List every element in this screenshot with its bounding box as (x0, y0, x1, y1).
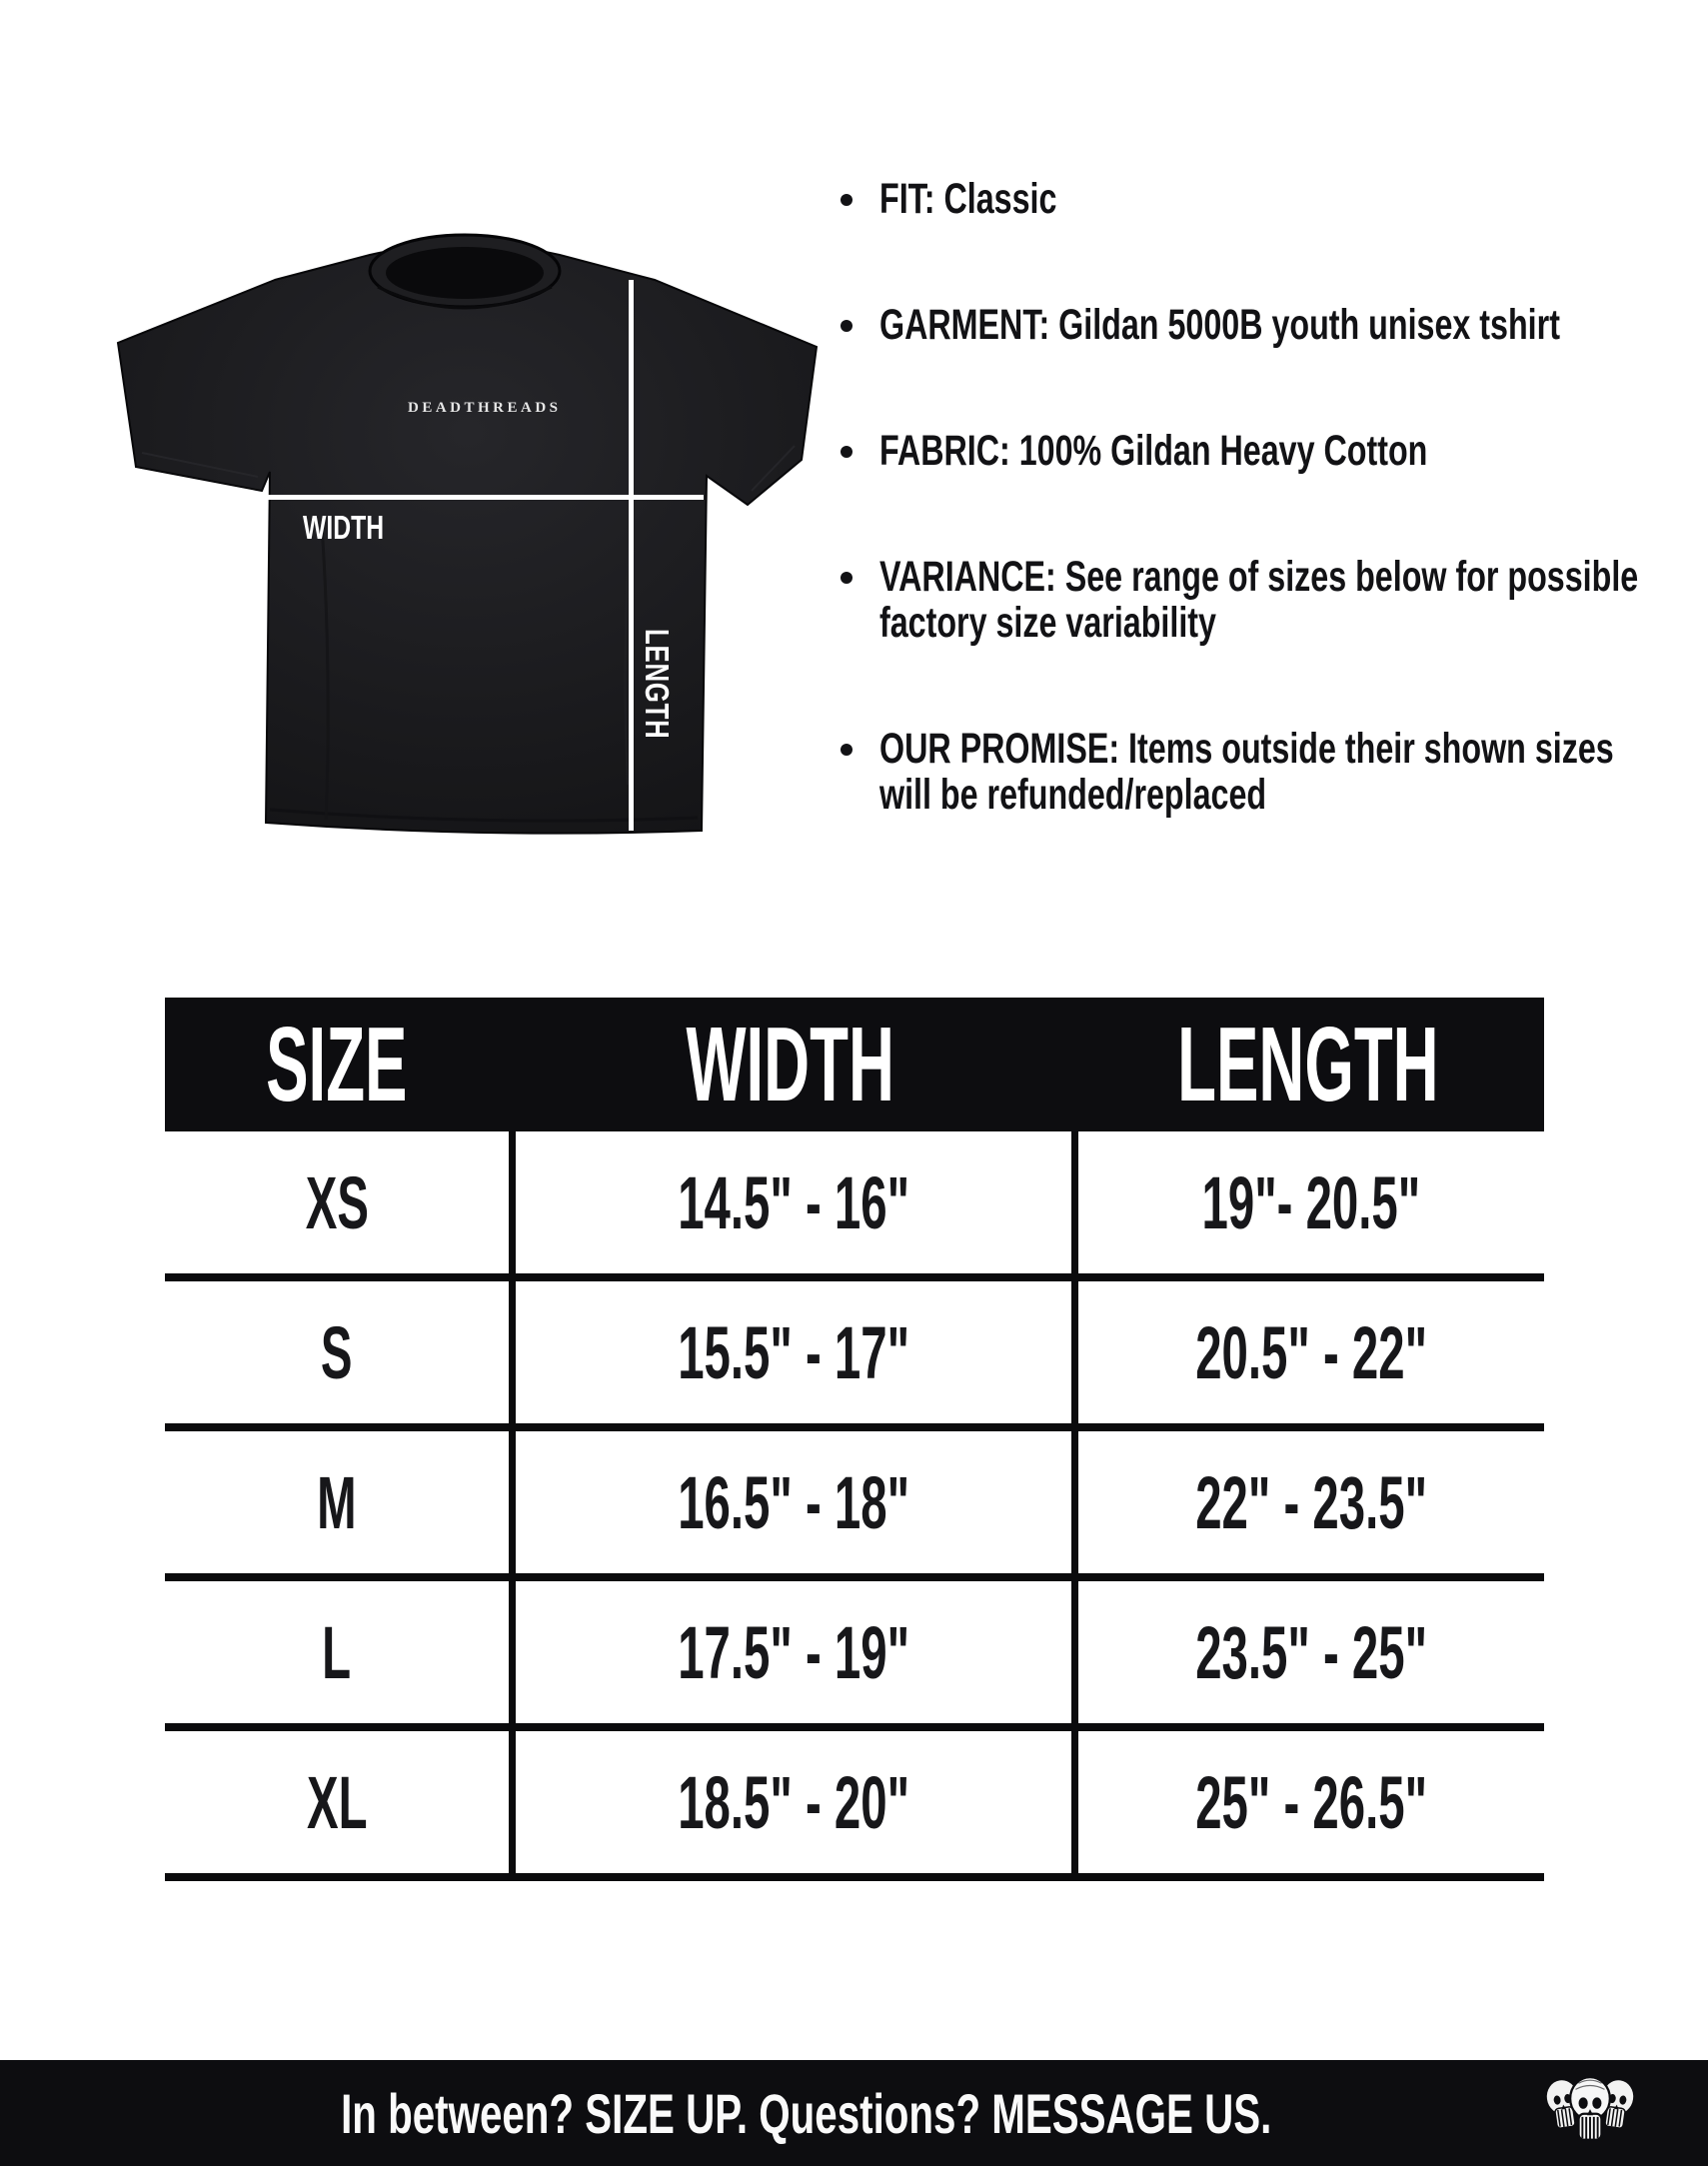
detail-item-variance (838, 554, 1637, 646)
table-row-m (165, 1431, 1544, 1581)
width-measure-label: WIDTH (303, 509, 385, 546)
table-row-s (165, 1281, 1544, 1431)
cell-size: XS (305, 1160, 369, 1244)
tshirt-image (90, 225, 830, 850)
cell-length: 23.5" - 25" (1071, 1581, 1544, 1723)
cell-size: S (321, 1310, 353, 1394)
cell-width: 14.5" - 16" (509, 1131, 1071, 1273)
detail-item-fabric (838, 428, 1637, 474)
detail-item-garment (838, 302, 1637, 348)
bullet-dot-icon (841, 572, 853, 584)
cell-width: 15.5" - 17" (509, 1281, 1071, 1423)
detail-item-fit (838, 176, 1637, 222)
size-table (165, 998, 1544, 1881)
table-row-l (165, 1581, 1544, 1731)
header-size: SIZE (266, 1005, 408, 1123)
cell-length: 22" - 23.5" (1071, 1431, 1544, 1573)
tshirt-brand-print: DEADTHREADS (408, 400, 562, 416)
header-length: LENGTH (1176, 1005, 1439, 1123)
detail-text: will be refunded/replaced (879, 771, 1267, 819)
table-row-xs (165, 1131, 1544, 1281)
detail-item-promise (838, 726, 1637, 818)
footer-bar (0, 2060, 1708, 2166)
three-skulls-logo-icon (1540, 2071, 1640, 2155)
table-row-xl (165, 1731, 1544, 1881)
cell-length: 19"- 20.5" (1071, 1131, 1544, 1273)
cell-size: M (317, 1460, 357, 1544)
footer-message: In between? SIZE UP. Questions? MESSAGE US. (341, 2081, 1272, 2145)
detail-text: factory size variability (879, 599, 1216, 647)
header-width: WIDTH (686, 1005, 894, 1123)
tshirt-measure-figure (90, 225, 830, 850)
cell-width: 17.5" - 19" (509, 1581, 1071, 1723)
size-table-header (165, 998, 1544, 1131)
length-measure-label: LENGTH (639, 629, 676, 740)
detail-text: VARIANCE: See range of sizes below for possible (879, 553, 1639, 601)
detail-text: FABRIC: 100% Gildan Heavy Cotton (879, 427, 1428, 475)
width-measure-line (267, 495, 704, 500)
bullet-dot-icon (841, 194, 853, 206)
bullet-dot-icon (841, 446, 853, 458)
bullet-dot-icon (841, 320, 853, 332)
product-details-list (838, 176, 1637, 898)
bullet-dot-icon (841, 744, 853, 756)
cell-size: XL (306, 1760, 368, 1844)
detail-text: GARMENT: Gildan 5000B youth unisex tshirt (879, 301, 1560, 349)
cell-width: 16.5" - 18" (509, 1431, 1071, 1573)
cell-width: 18.5" - 20" (509, 1731, 1071, 1873)
cell-length: 20.5" - 22" (1071, 1281, 1544, 1423)
detail-text: FIT: Classic (879, 175, 1057, 223)
detail-text: OUR PROMISE: Items outside their shown sizes (879, 725, 1614, 773)
length-measure-line (629, 280, 634, 831)
cell-size: L (322, 1610, 352, 1694)
cell-length: 25" - 26.5" (1071, 1731, 1544, 1873)
